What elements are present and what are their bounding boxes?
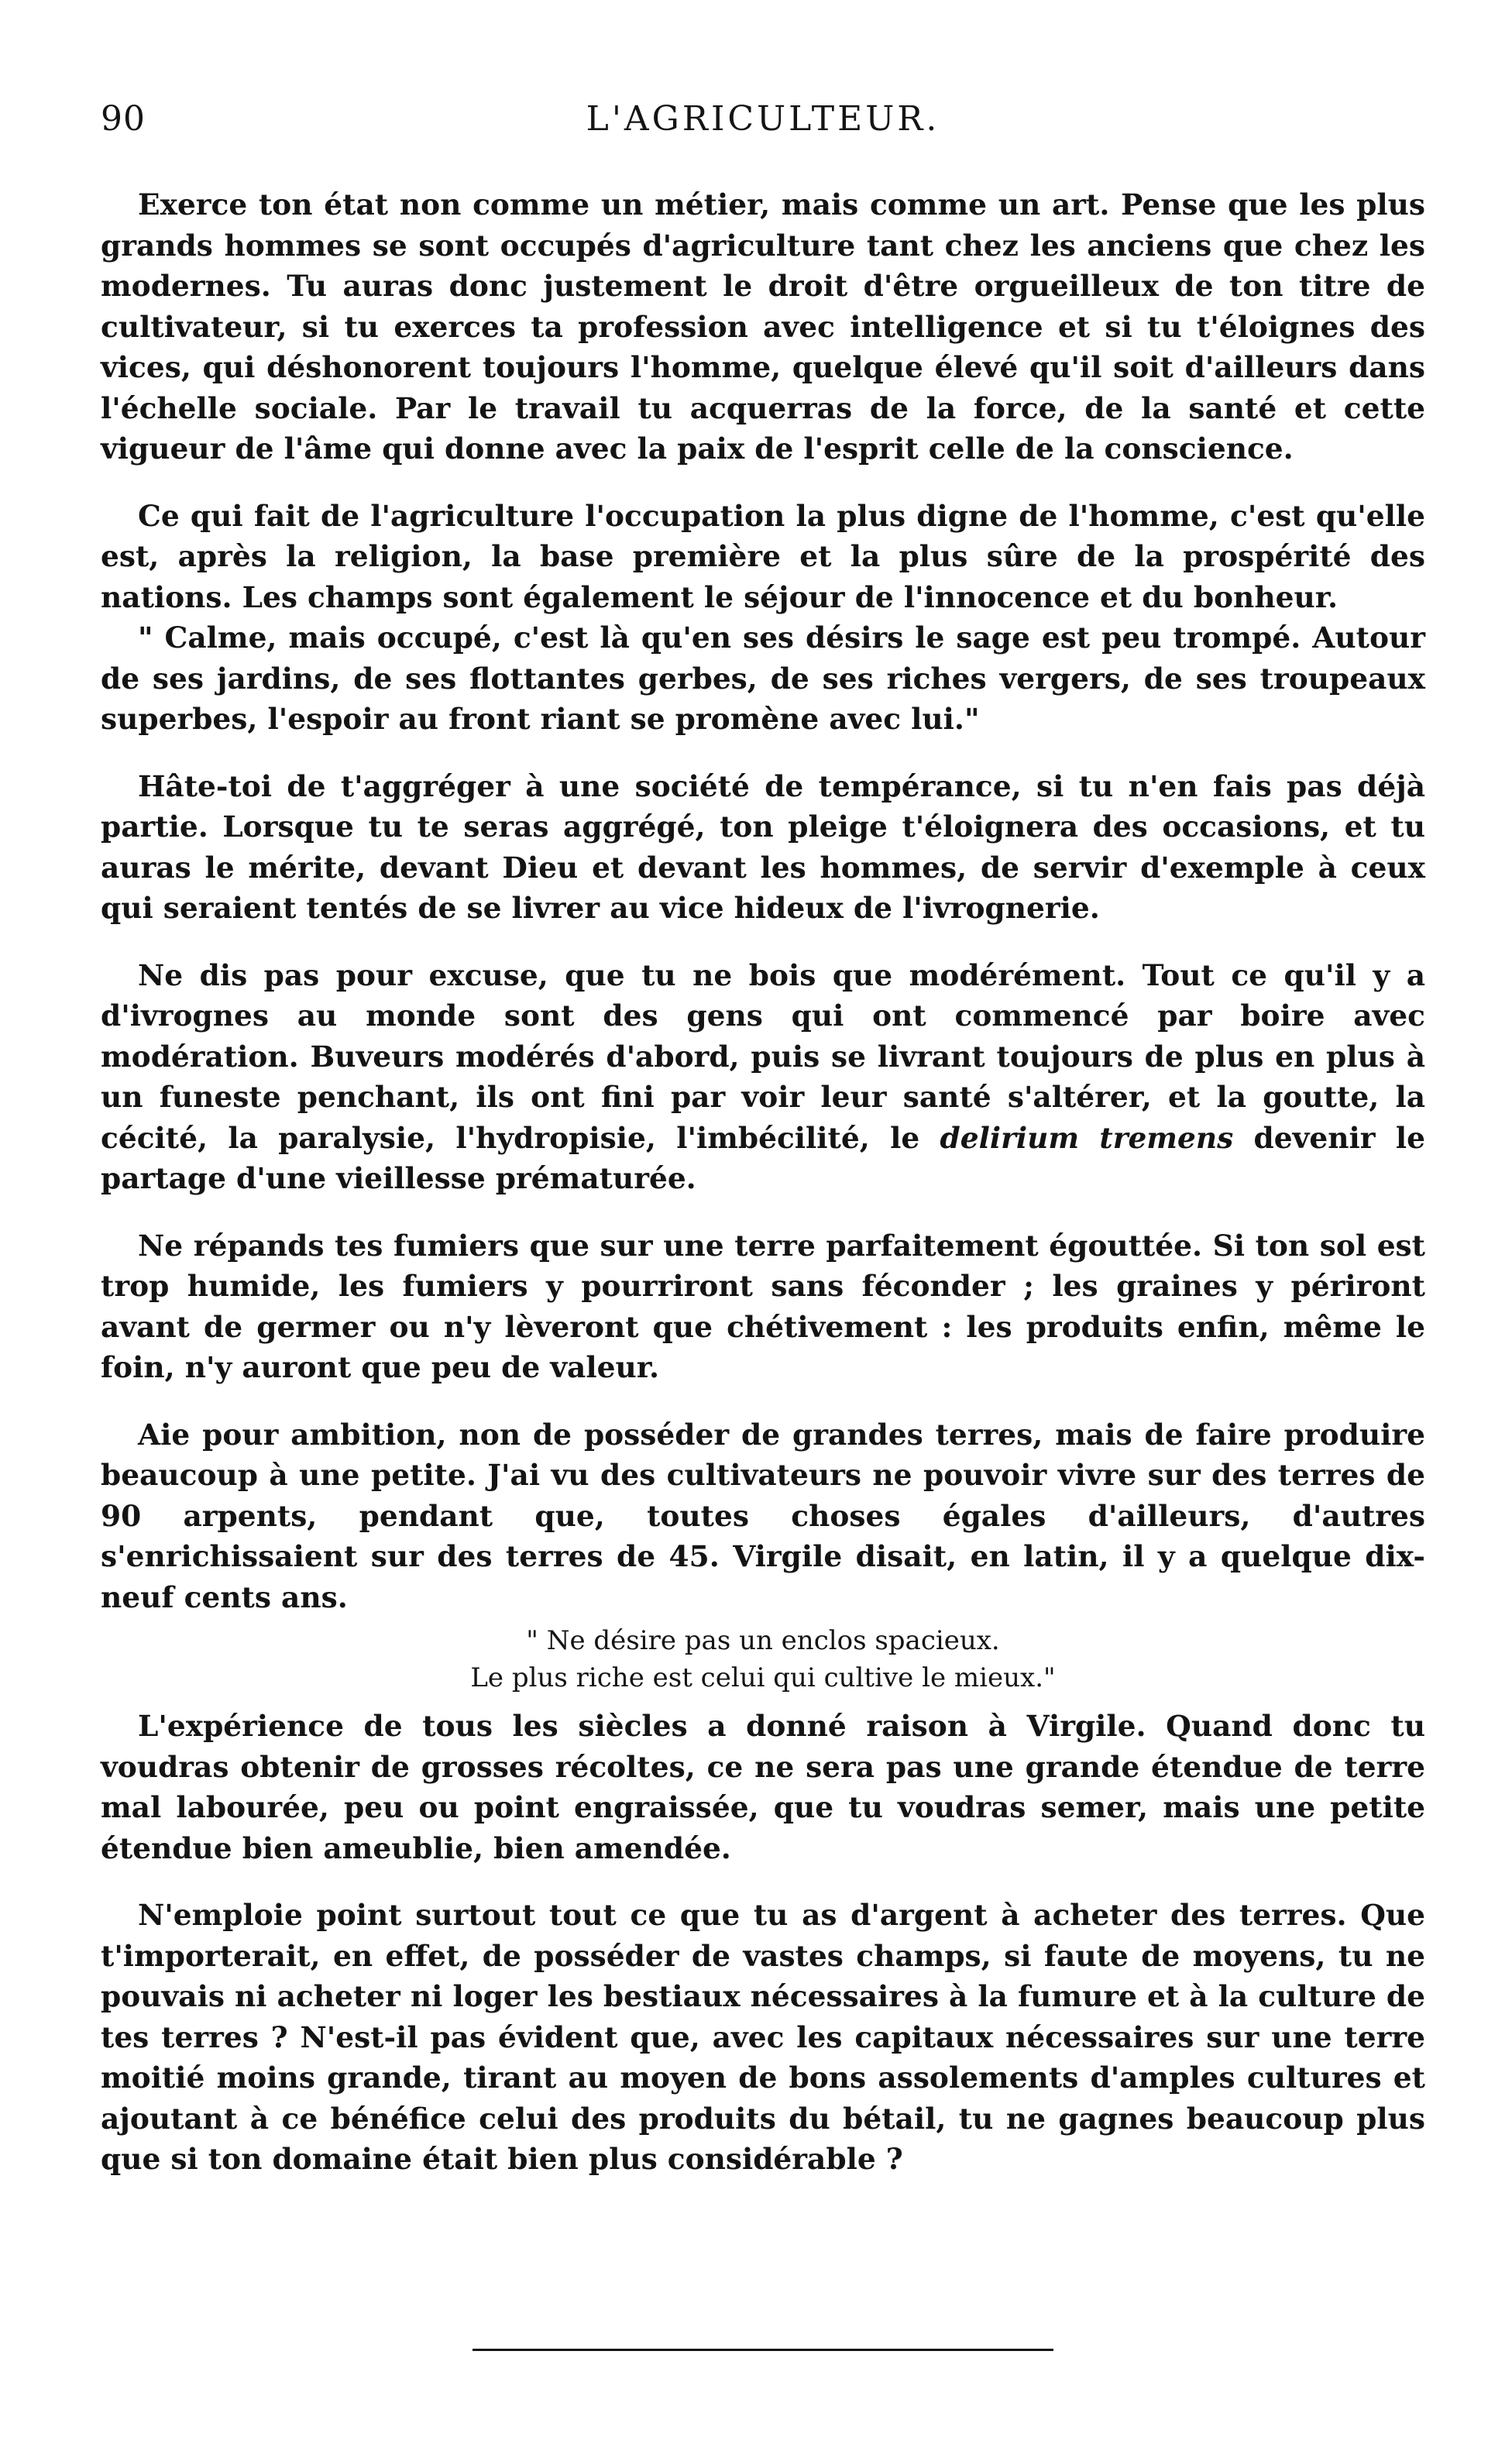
- virgil-quote: [101, 1622, 1425, 1696]
- quote-line: Le plus riche est celui qui cultive le mieux.": [470, 1662, 1056, 1693]
- paragraph: [101, 955, 1425, 1199]
- paragraph-text: Ne dis pas pour excuse, que tu ne bois que modérément. Tout ce qu'il y a d'ivrognes au monde sont des gens qui ont commencé par boire avec modération. Buveurs modérés d'abord, puis se livrant toujours de plus en plus à un funeste penchant, ils ont fini par voir leur santé s'altérer, et la goutte, la cécité, la paralysie, l'hydropisie, l'imbécilité, le: [101, 957, 1425, 1155]
- latin-term: delirium tremens: [940, 1120, 1234, 1155]
- body-text: [101, 184, 1425, 2180]
- quote-line: " Ne désire pas un enclos spacieux.: [526, 1625, 1000, 1656]
- paragraph: Ne répands tes fumiers que sur une terre parfaitement égouttée. Si ton sol est trop humide, les fumiers y pourriront sans féconder ; les graines y périront avant de germer ou n'y lèveront que chétivement : les produits enfin, même le foin, n'y auront que peu de valeur.: [101, 1228, 1425, 1384]
- closing-rule: [472, 2349, 1053, 2351]
- paragraph: N'emploie point surtout tout ce que tu as d'argent à acheter des terres. Que t'importerait, en effet, de posséder de vastes champs, si faute de moyens, tu ne pouvais ni acheter ni loger les bestiaux nécessaires à la fumure et à la culture de tes terres ? N'est-il pas évident que, avec les capitaux nécessaires sur une terre moitié moins grande, tirant au moyen de bons assolements d'amples cultures et ajoutant à ce bénéfice celui des produits du bétail, tu ne gagnes beaucoup plus que si ton domaine était bien plus considérable ?: [101, 1898, 1425, 2176]
- paragraph: Hâte-toi de t'aggréger à une société de tempérance, si tu n'en fais pas déjà partie. Lorsque tu te seras aggrégé, ton pleige t'éloignera des occasions, et tu auras le mérite, devant Dieu et devant les hommes, de servir d'exemple à ceux qui seraient tentés de se livrer au vice hideux de l'ivrognerie.: [101, 768, 1425, 925]
- paragraph-text: devenir le partage d'une vieillesse prématurée.: [101, 1120, 1425, 1195]
- paragraph: Aie pour ambition, non de posséder de grandes terres, mais de faire produire beaucoup à une petite. J'ai vu des cultivateurs ne pouvoir vivre sur des terres de 90 arpents, pendant que, toutes choses égales d'ailleurs, d'autres s'enrichissaient sur des terres de 45. Virgile disait, en latin, il y a quelque dix-neuf cents ans.: [101, 1417, 1425, 1614]
- paragraph: " Calme, mais occupé, c'est là qu'en ses désirs le sage est peu trompé. Autour de ses jardins, de ses flottantes gerbes, de ses riches vergers, de ses troupeaux superbes, l'espoir au front riant se promène avec lui.": [101, 620, 1425, 736]
- paragraph: L'expérience de tous les siècles a donné raison à Virgile. Quand donc tu voudras obtenir de grosses récoltes, ce ne sera pas une grande étendue de terre mal labourée, peu ou point engraissée, que tu voudras semer, mais une petite étendue bien ameublie, bien amendée.: [101, 1709, 1425, 1865]
- page-header: [101, 99, 1425, 146]
- page-number: 90: [101, 99, 146, 139]
- running-title: L'AGRICULTEUR.: [586, 99, 940, 139]
- paragraph: Ce qui fait de l'agriculture l'occupation la plus digne de l'homme, c'est qu'elle est, après la religion, la base première et la plus sûre de la prospérité des nations. Les champs sont également le séjour de l'innocence et du bonheur.: [101, 498, 1425, 614]
- paragraph: Exerce ton état non comme un métier, mais comme un art. Pense que les plus grands hommes se sont occupés d'agriculture tant chez les anciens que chez les modernes. Tu auras donc justement le droit d'être orgueilleux de ton titre de cultivateur, si tu exerces ta profession avec intelligence et si tu t'éloignes des vices, qui déshonorent toujours l'homme, quelque élevé qu'il soit d'ailleurs dans l'échelle sociale. Par le travail tu acquerras de la force, de la santé et cette vigueur de l'âme qui donne avec la paix de l'esprit celle de la conscience.: [101, 187, 1425, 466]
